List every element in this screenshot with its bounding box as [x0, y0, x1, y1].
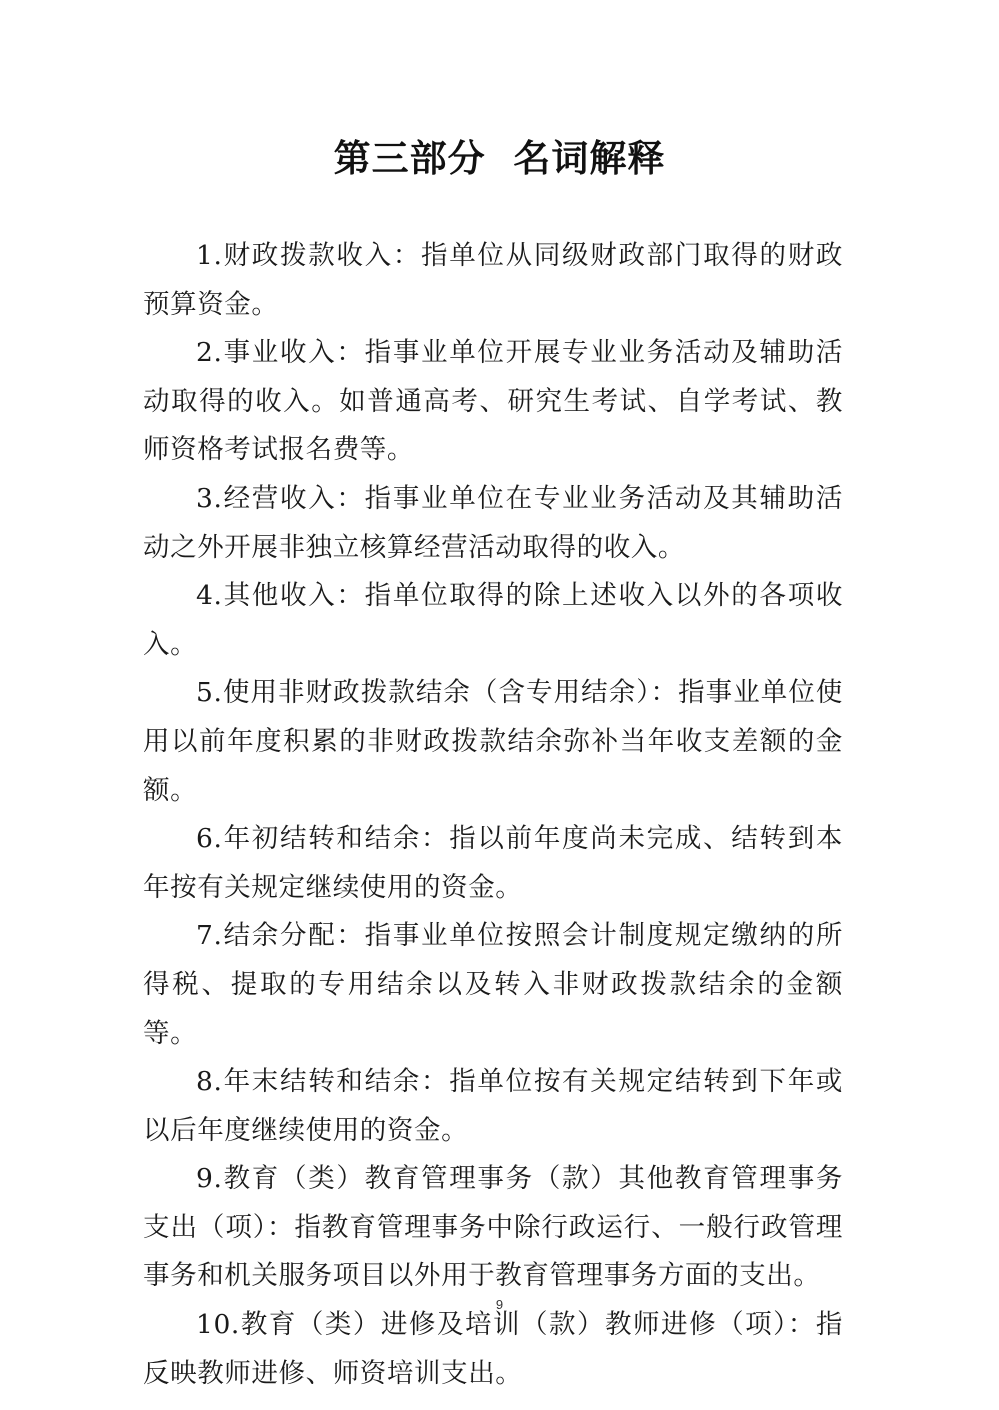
- definition-paragraph: 8.年末结转和结余：指单位按有关规定结转到下年或以后年度继续使用的资金。: [143, 1066, 843, 1146]
- definition-paragraph: 7.结余分配：指事业单位按照会计制度规定缴纳的所得税、提取的专用结余以及转入非财政拨款结余的金额等。: [143, 920, 843, 1049]
- definition-paragraph: 3.经营收入：指事业单位在专业业务活动及其辅助活动之外开展非独立核算经营活动取得的收入。: [143, 482, 843, 563]
- definition-paragraph: 5.使用非财政拨款结余（含专用结余）：指事业单位使用以前年度积累的非财政拨款结余弥补当年收支差额的金额。: [143, 677, 843, 806]
- definition-paragraph: 6.年初结转和结余：指以前年度尚未完成、结转到本年按有关规定继续使用的资金。: [143, 823, 843, 903]
- definition-paragraph: 1.财政拨款收入：指单位从同级财政部门取得的财政预算资金。: [143, 240, 843, 320]
- definition-paragraph: 9.教育（类）教育管理事务（款）其他教育管理事务支出（项）：指教育管理事务中除行政运行、一般行政管理事务和机关服务项目以外用于教育管理事务方面的支出。: [143, 1163, 843, 1292]
- definitions-body: [143, 232, 843, 1398]
- page-title: 第三部分 名词解释: [333, 137, 666, 180]
- definition-paragraph: 2.事业收入：指事业单位开展专业业务活动及辅助活动取得的收入。如普通高考、研究生考试、自学考试、教师资格考试报名费等。: [143, 337, 843, 466]
- definition-paragraph: 4.其他收入：指单位取得的除上述收入以外的各项收入。: [143, 580, 843, 660]
- page-number: 9: [495, 1297, 504, 1312]
- definition-paragraph: 10.教育（类）进修及培训（款）教师进修（项）：指反映教师进修、师资培训支出。: [143, 1309, 843, 1389]
